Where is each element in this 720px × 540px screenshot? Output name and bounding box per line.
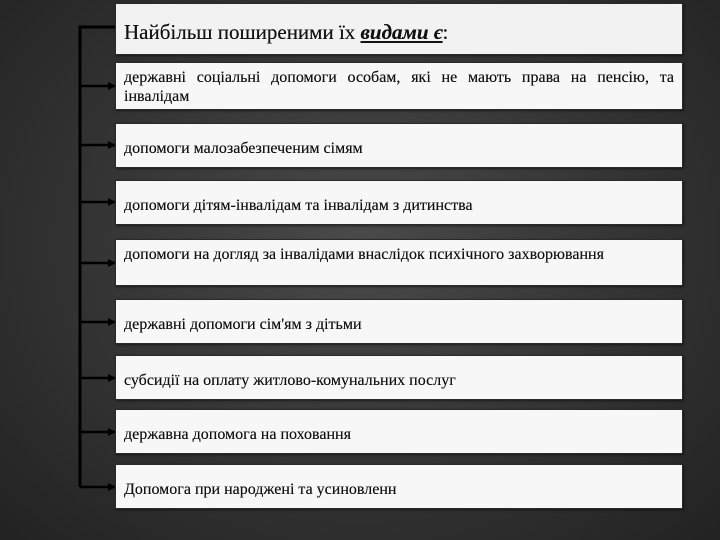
item-box-8: [115, 464, 683, 509]
item-label-6: субсидії на оплату житлово-комунальних послуг: [124, 372, 456, 389]
title-colon: :: [442, 20, 449, 44]
item-box-5: [115, 299, 683, 344]
title-emphasis: видами є: [360, 20, 443, 44]
item-label-1: державні соціальні допомоги особам, які не мають права на пенсію, та інвалідам: [124, 69, 674, 105]
item-label-7: державна допомога на поховання: [124, 426, 351, 443]
item-label-2: допомоги малозабезпеченим сімям: [124, 140, 363, 157]
title-box: [115, 3, 683, 55]
item-box-7: [115, 409, 683, 454]
item-label-3: допомоги дітям-інвалідам та інвалідам з дитинства: [124, 197, 473, 214]
item-box-3: [115, 180, 683, 225]
trunk-line: [80, 27, 115, 487]
item-box-2: [115, 123, 683, 168]
item-label-8: Допомога при народжені та усиновленн: [124, 481, 397, 498]
item-box-1: [115, 62, 683, 110]
item-label-4: допомоги на догляд за інвалідами внаслідок психічного захворювання: [124, 246, 604, 263]
item-box-6: [115, 355, 683, 400]
item-box-4: [115, 239, 683, 286]
item-label-5: державні допомоги сім'ям з дітьми: [124, 316, 362, 333]
title-text: Найбільш поширеними їх: [124, 20, 361, 44]
